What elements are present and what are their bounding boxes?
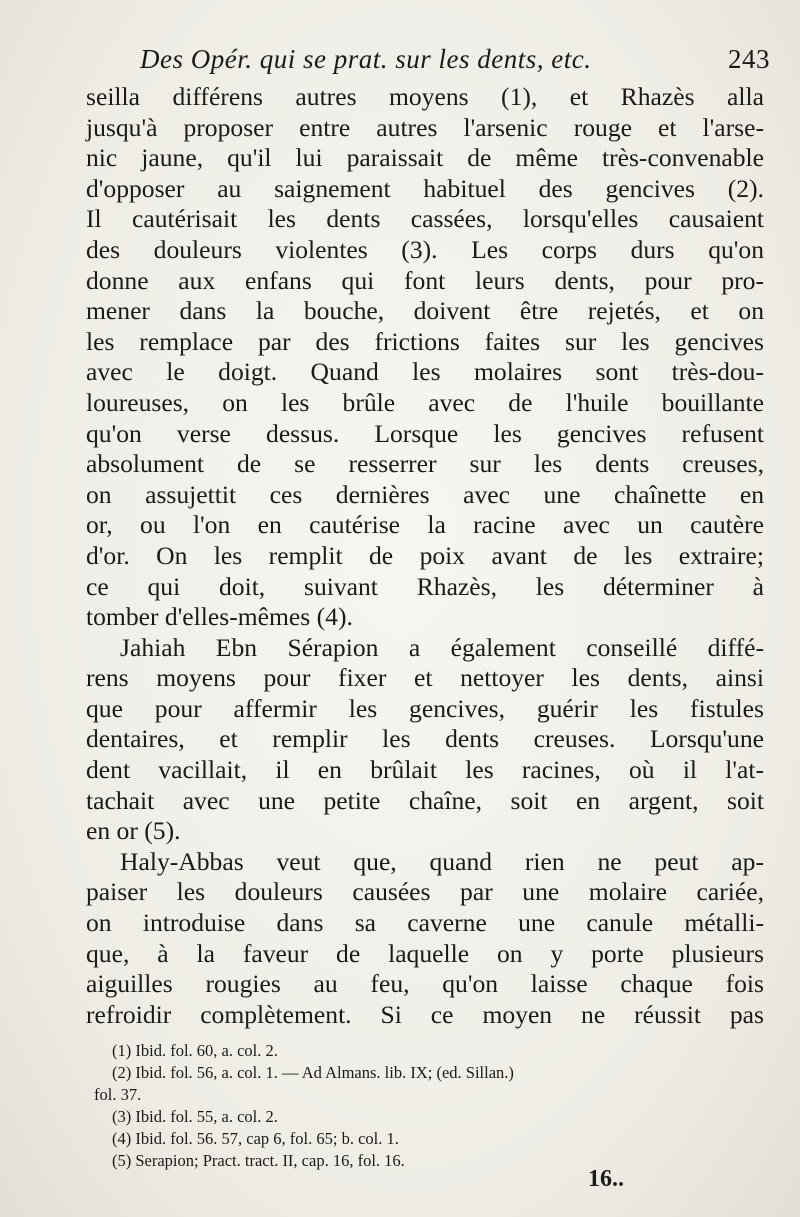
text-line: que pour affermir les gencives, guérir les fistules xyxy=(86,693,764,723)
printer-signature: 16.. xyxy=(588,1166,624,1192)
running-head xyxy=(140,44,770,80)
text-line: dentaires, et remplir les dents creuses. Lorsqu'une xyxy=(86,724,764,754)
text-line: les remplace par des frictions faites sur les gencives xyxy=(86,326,764,356)
text-line: Jahiah Ebn Sérapion a également conseillé diffé- xyxy=(120,632,764,662)
text-line: d'opposer au saignement habituel des gencives (2). xyxy=(86,173,764,203)
text-line: on assujettit ces dernières avec une chaînette en xyxy=(86,479,764,509)
footnote: (5) Serapion; Pract. tract. II, cap. 16, fol. 16. xyxy=(112,1151,405,1170)
running-head-title: Des Opér. qui se prat. sur les dents, etc. xyxy=(140,44,592,74)
text-line: aiguilles rougies au feu, qu'on laisse chaque fois xyxy=(86,969,764,999)
text-line: avec le doigt. Quand les molaires sont très-dou- xyxy=(86,357,764,387)
footnote-continuation: fol. 37. xyxy=(94,1085,142,1104)
text-line: rens moyens pour fixer et nettoyer les dents, ainsi xyxy=(86,663,764,693)
text-line: or, ou l'on en cautérise la racine avec un cautère xyxy=(86,510,764,540)
text-line: en or (5). xyxy=(86,816,181,846)
text-line: refroidir complètement. Si ce moyen ne réussit pas xyxy=(86,999,764,1029)
footnote: (1) Ibid. fol. 60, a. col. 2. xyxy=(112,1041,278,1060)
text-line: loureuses, on les brûle avec de l'huile bouillante xyxy=(86,387,764,417)
text-line: jusqu'à proposer entre autres l'arsenic rouge et l'arse- xyxy=(86,112,764,142)
text-line: dent vacillait, il en brûlait les racines, où il l'at- xyxy=(86,755,764,785)
text-line: qu'on verse dessus. Lorsque les gencives refusent xyxy=(86,418,764,448)
text-line: mener dans la bouche, doivent être rejetés, et on xyxy=(86,296,764,326)
text-line: absolument de se resserrer sur les dents creuses, xyxy=(86,449,764,479)
text-line: seilla différens autres moyens (1), et Rhazès alla xyxy=(86,82,764,111)
text-line: Haly-Abbas veut que, quand rien ne peut ap- xyxy=(120,846,764,876)
text-line: Il cautérisait les dents cassées, lorsqu'elles causaient xyxy=(86,204,764,234)
text-line: nic jaune, qu'il lui paraissait de même très-convenable xyxy=(86,143,764,173)
text-line: d'or. On les remplit de poix avant de les extraire; xyxy=(86,540,764,570)
footnote: (3) Ibid. fol. 55, a. col. 2. xyxy=(112,1107,278,1126)
text-line: on introduise dans sa caverne une canule métalli- xyxy=(86,908,764,938)
text-line: ce qui doit, suivant Rhazès, les déterminer à xyxy=(86,571,764,601)
text-line: des douleurs violentes (3). Les corps durs qu'on xyxy=(86,234,764,264)
footnotes xyxy=(86,1040,766,1172)
page-number: 243 xyxy=(728,44,770,74)
body-text xyxy=(86,82,764,1030)
footnote: (4) Ibid. fol. 56. 57, cap 6, fol. 65; b. col. 1. xyxy=(112,1129,399,1148)
text-line: tomber d'elles-mêmes (4). xyxy=(86,602,353,632)
text-line: tachait avec une petite chaîne, soit en argent, soit xyxy=(86,785,764,815)
text-line: que, à la faveur de laquelle on y porte plusieurs xyxy=(86,938,764,968)
footnote: (2) Ibid. fol. 56, a. col. 1. — Ad Almans. lib. IX; (ed. Sillan.) xyxy=(112,1063,514,1082)
text-line: paiser les douleurs causées par une molaire cariée, xyxy=(86,877,764,907)
text-line: donne aux enfans qui font leurs dents, pour pro- xyxy=(86,265,764,295)
